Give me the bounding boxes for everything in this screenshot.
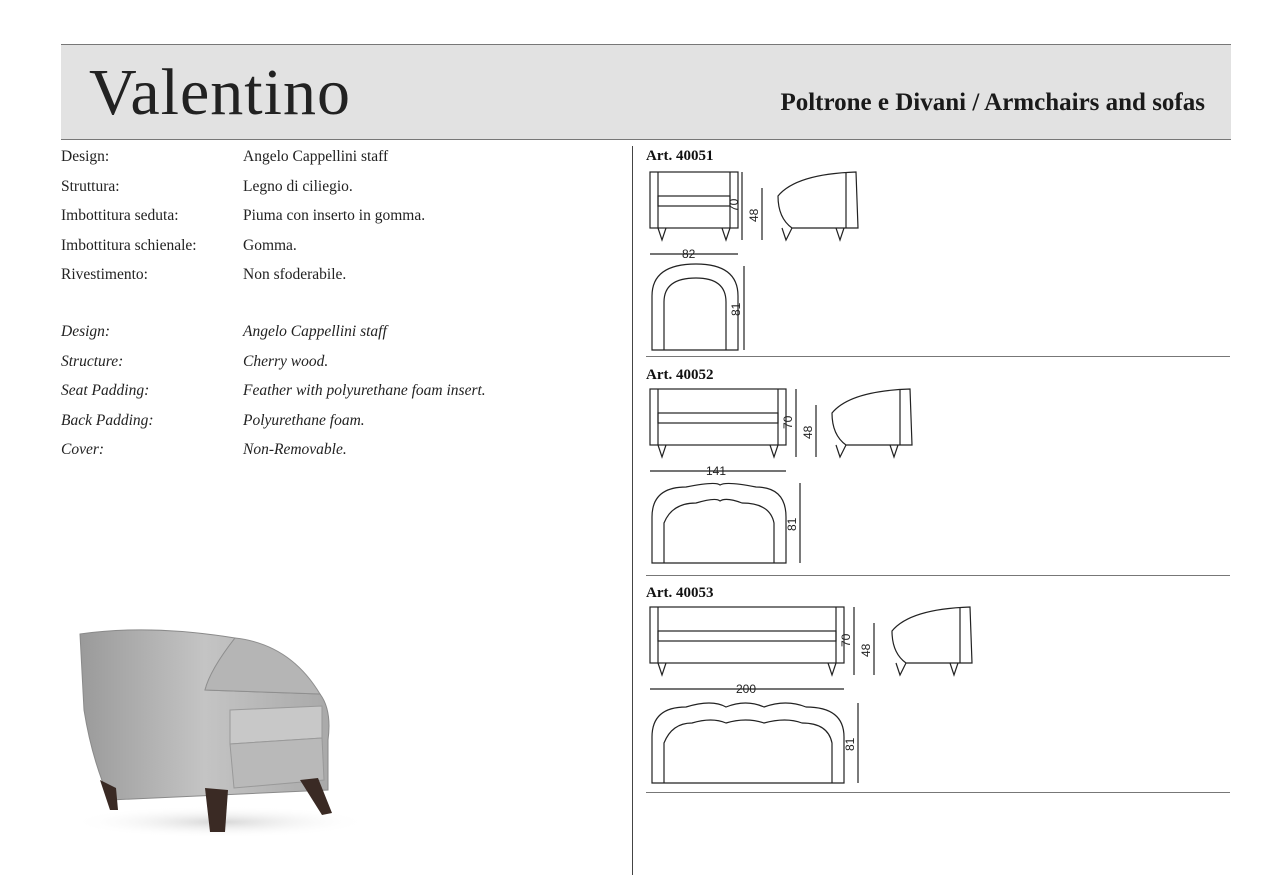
spec-label: Seat Padding: <box>61 382 150 399</box>
dim-seat: 48 <box>747 208 761 222</box>
brand-title: Valentino <box>89 56 351 129</box>
article-title: Art. 40053 <box>646 585 714 601</box>
dim-height: 70 <box>781 415 795 429</box>
dim-width: 82 <box>682 247 696 261</box>
spec-row <box>61 323 621 353</box>
spec-row <box>61 178 621 208</box>
spec-value: Polyurethane foam. <box>243 411 365 429</box>
spec-label: Imbottitura schienale: <box>61 236 197 254</box>
spec-value: Angelo Cappellini staff <box>243 148 389 165</box>
spec-row <box>61 412 621 442</box>
spec-row <box>61 441 621 471</box>
dim-seat: 48 <box>859 643 873 657</box>
category-title: Poltrone e Divani / Armchairs and sofas <box>780 89 1205 116</box>
spec-row <box>61 207 621 237</box>
section-divider <box>646 356 1230 357</box>
spec-label: Design: <box>61 323 111 340</box>
drawing-40051 <box>646 166 886 356</box>
spec-label: Imbottitura seduta: <box>61 207 179 224</box>
spec-label: Rivestimento: <box>61 266 148 283</box>
dim-width: 200 <box>736 682 757 696</box>
column-divider <box>632 146 633 875</box>
section-divider <box>646 792 1230 793</box>
spec-row <box>61 382 621 412</box>
section-divider <box>646 575 1230 576</box>
dim-depth: 81 <box>729 302 743 316</box>
drawing-40052 <box>646 385 936 573</box>
spec-label: Structure: <box>61 352 124 370</box>
article-title: Art. 40051 <box>646 148 714 164</box>
spec-row <box>61 266 621 296</box>
article-title: Art. 40052 <box>646 367 714 383</box>
spec-label: Struttura: <box>61 177 120 195</box>
specs-italian <box>61 148 621 296</box>
spec-row <box>61 353 621 383</box>
dim-depth: 81 <box>843 737 857 751</box>
spec-value: Legno di ciliegio. <box>243 177 353 195</box>
spec-value: Cherry wood. <box>243 352 329 370</box>
spec-row <box>61 148 621 178</box>
dim-seat: 48 <box>801 425 815 439</box>
spec-row <box>61 237 621 267</box>
dim-width: 141 <box>706 464 727 478</box>
spec-value: Piuma con inserto in gomma. <box>243 207 426 224</box>
dim-height: 70 <box>727 198 741 212</box>
dim-height: 70 <box>839 633 853 647</box>
spec-label: Design: <box>61 148 110 165</box>
spec-value: Feather with polyurethane foam insert. <box>243 382 486 399</box>
spec-label: Cover: <box>61 441 105 458</box>
spec-value: Angelo Cappellini staff <box>243 323 387 340</box>
armchair-photo <box>70 610 370 840</box>
header-band <box>61 44 1231 140</box>
dim-depth: 81 <box>785 517 799 531</box>
drawing-40053 <box>646 603 986 791</box>
spec-value: Non-Removable. <box>243 441 347 458</box>
spec-label: Back Padding: <box>61 411 154 429</box>
spec-value: Non sfoderabile. <box>243 266 347 283</box>
specs-english <box>61 323 621 471</box>
spec-value: Gomma. <box>243 236 297 254</box>
